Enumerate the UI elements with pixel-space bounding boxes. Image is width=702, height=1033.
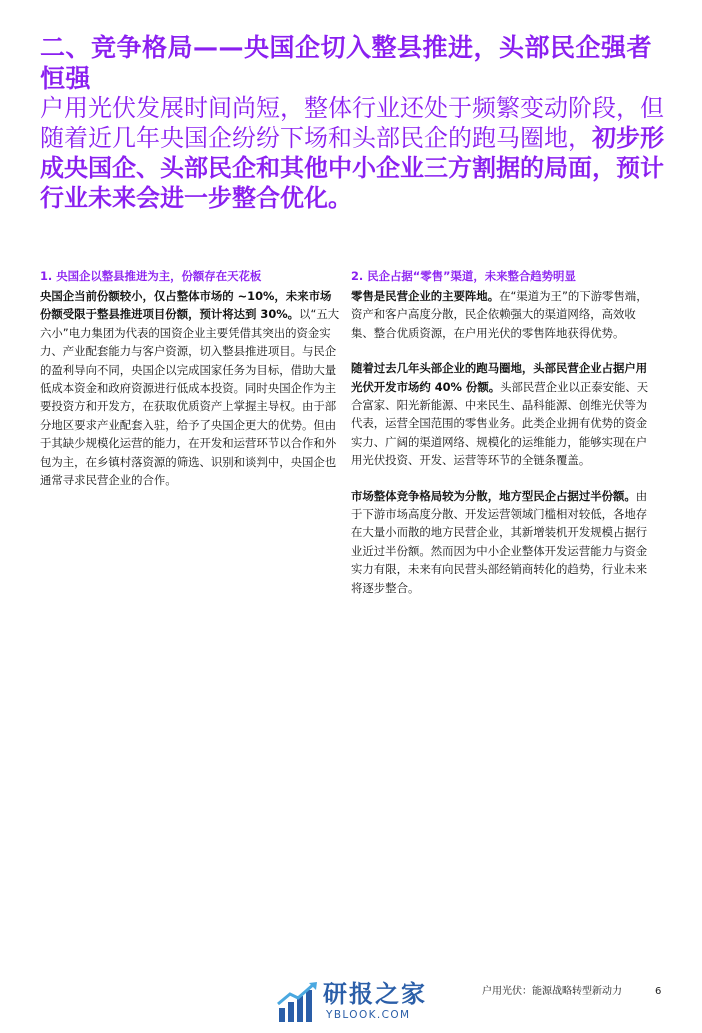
- right-p2-lead: 随着过去几年头部企业的跑马圈地，头部民营企业占据户用光伏开发市场约 40% 份额。: [351, 361, 648, 394]
- right-p1-body: 在“渠道为王”的下游零售端，资产和客户高度分散，民企依赖强大的渠道网络，高效收集、整合优质资源，在户用光伏的零售阵地获得优势。: [351, 289, 648, 340]
- intro-text: 户用光伏发展时间尚短，整体行业还处于频繁变动阶段，但随着近几年央国企纷纷下场和头部民企的跑马圈地，: [40, 94, 664, 152]
- logo-english-text: YBLOOK.COM: [326, 1009, 411, 1021]
- right-column: [351, 268, 651, 614]
- left-paragraph-1: [40, 287, 340, 489]
- right-p3-body: 由于下游市场高度分散、开发运营领域门槛相对较低，各地存在大量小而散的地方民营企业，其新增装机开发规模占据行业近过半份额。然而因为中小企业整体开发运营能力与资金实力有限，未来有向民营头部经销商转化的趋势，行业未来将逐步整合。: [351, 488, 648, 595]
- right-paragraph-1: [351, 287, 651, 342]
- logo-chinese-text: 研报之家: [323, 980, 427, 1008]
- footer-report-title: 户用光伏：能源战略转型新动力: [482, 986, 622, 997]
- right-heading: 2. 民企占据“零售”渠道，未来整合趋势明显: [351, 269, 576, 283]
- intro-emphasis: 初步形成央国企、头部民企和其他中小企业三方割据的局面，预计行业未来会进一步整合优化。: [40, 124, 664, 212]
- right-paragraph-2: [351, 359, 651, 469]
- left-column: [40, 268, 340, 506]
- right-p1-lead: 零售是民营企业的主要阵地。: [351, 289, 500, 303]
- left-p1-body: 以“五大六小”电力集团为代表的国资企业主要凭借其突出的资金实力、产业配套能力与客户资源，切入整县推进项目。与民企的盈利导向不同，央国企以完成国家任务为目标，借助大量低成本资金和政府资源进行低成本投资。同时央国企作为主要投资方和开发方，在获取优质资产上掌握主导权。由于部分地区要求产业配套入驻，给予了央国企更大的优势。但由于其缺少规模化运营的能力，在开发和运营环节以合作和外包为主，在乡镇村落资源的筛选、识别和谈判中，央国企也通常寻求民营企业的合作。: [40, 307, 340, 488]
- watermark-logo: [276, 980, 436, 1024]
- bar-chart-logo-icon: [276, 980, 320, 1024]
- intro-paragraph: [40, 93, 670, 213]
- left-heading: 1. 央国企以整县推进为主，份额存在天花板: [40, 269, 262, 283]
- left-p1-lead: 央国企当前份额较小，仅占整体市场的 ~10%，未来市场份额受限于整县推进项目份额，预计将达到 30%。: [40, 289, 332, 322]
- page-number: 6: [655, 986, 662, 997]
- section-title: 二、竞争格局——央国企切入整县推进，头部民企强者恒强: [40, 33, 653, 93]
- right-p3-lead: 市场整体竞争格局较为分散，地方型民企占据过半份额。: [351, 488, 636, 503]
- right-paragraph-3: [351, 487, 651, 597]
- right-p2-body: 头部民营企业以正泰安能、天合富家、阳光新能源、中来民生、晶科能源、创维光伏等为代表，运营全国范围的零售业务。此类企业拥有优势的资金实力、广阔的渠道网络、规模化的运维能力，能够实现在户用光伏投资、开发、运营等环节的全链条覆盖。: [351, 379, 649, 468]
